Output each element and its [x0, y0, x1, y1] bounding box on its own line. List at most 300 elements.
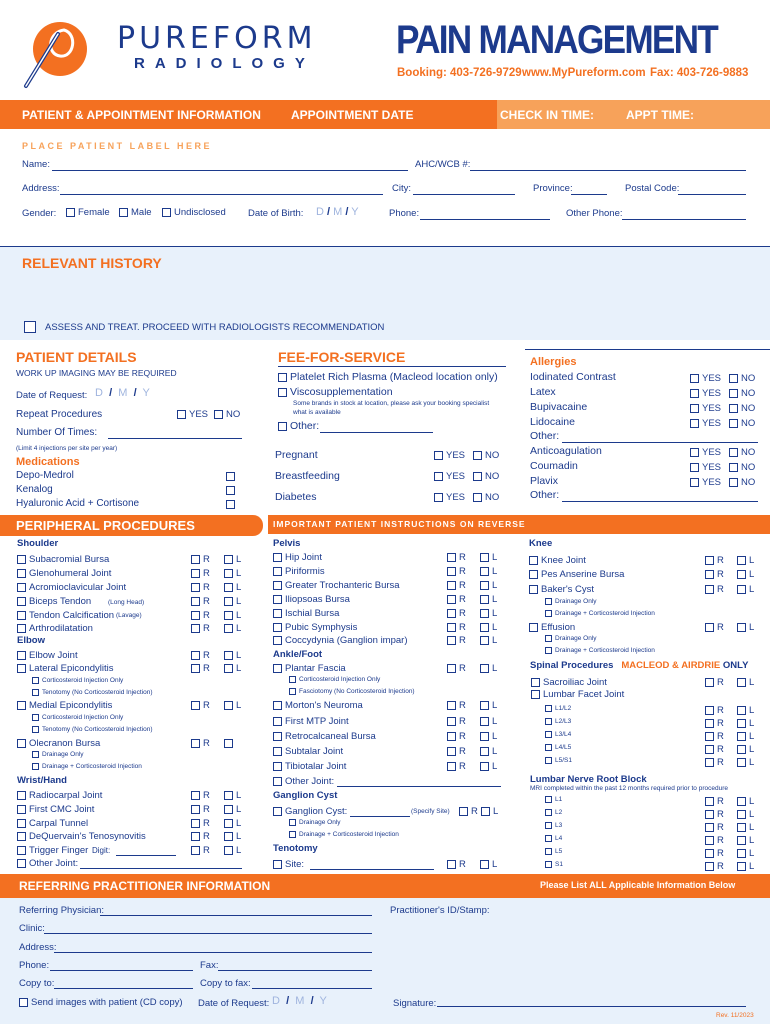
ankle-sub-checkbox[interactable] — [289, 688, 296, 695]
wrist-left-checkbox[interactable] — [224, 791, 233, 800]
knee-right-checkbox[interactable] — [705, 623, 714, 632]
shoulder-right-checkbox[interactable] — [191, 569, 200, 578]
right-label: R — [203, 700, 210, 711]
name-field[interactable] — [52, 170, 408, 171]
wrist-right-checkbox[interactable] — [191, 791, 200, 800]
elbow-item-checkbox[interactable] — [17, 701, 26, 710]
elbow-left-checkbox[interactable] — [224, 701, 233, 710]
ankle-sub-label: Corticosteroid Injection Only — [299, 676, 381, 684]
medication-checkbox[interactable] — [226, 472, 235, 481]
left-label: L — [236, 700, 242, 711]
anticoag-other-field[interactable] — [562, 501, 758, 502]
facet-level-checkbox[interactable] — [545, 731, 552, 738]
knee-sub-checkbox[interactable] — [545, 598, 552, 605]
diabetes-no-checkbox[interactable] — [473, 493, 482, 502]
shoulder-item-label: Acromioclavicular Joint — [29, 582, 127, 593]
medication-item: Kenalog — [16, 484, 53, 495]
allergy-no-label: NO — [741, 388, 756, 399]
facet-right-checkbox[interactable] — [705, 719, 714, 728]
wrist-item-checkbox[interactable] — [17, 791, 26, 800]
knee-left-checkbox[interactable] — [737, 623, 746, 632]
signature-field[interactable] — [437, 1006, 746, 1007]
repeat-no-checkbox[interactable] — [214, 410, 223, 419]
shoulder-right-checkbox[interactable] — [191, 583, 200, 592]
other-joint-field[interactable] — [80, 868, 242, 869]
allergy-yes-label: YES — [702, 388, 722, 399]
nerve-right-checkbox[interactable] — [705, 849, 714, 858]
wrist-item-checkbox[interactable] — [17, 846, 26, 855]
allergy-no-checkbox[interactable] — [729, 404, 738, 413]
allergy-no-label: NO — [741, 403, 756, 414]
right-label: R — [717, 677, 724, 688]
undisclosed-checkbox[interactable] — [162, 208, 171, 217]
elbow-right-checkbox[interactable] — [191, 701, 200, 710]
ganglion-item-label: Ganglion Cyst: — [285, 806, 348, 817]
right-label: R — [203, 650, 210, 661]
phone-field[interactable] — [420, 219, 550, 220]
knee-sub-checkbox[interactable] — [545, 635, 552, 642]
knee-right-checkbox[interactable] — [705, 585, 714, 594]
elbow-sub-checkbox[interactable] — [32, 751, 39, 758]
relevant-history-heading: RELEVANT HISTORY — [22, 255, 162, 271]
allergy-yes-checkbox[interactable] — [690, 389, 699, 398]
ref-date-label: Date of Request: — [198, 998, 270, 1009]
nerve-level-checkbox[interactable] — [545, 861, 552, 868]
allergy-yes-checkbox[interactable] — [690, 419, 699, 428]
knee-item-checkbox[interactable] — [529, 623, 538, 632]
pelvis-item-label: Coccydynia (Ganglion impar) — [285, 635, 408, 646]
copy-fax-field[interactable] — [252, 988, 372, 989]
ankle-left-checkbox[interactable] — [480, 664, 489, 673]
wrist-item-label: Trigger Finger — [29, 845, 89, 856]
diabetes-yes-checkbox[interactable] — [434, 493, 443, 502]
shoulder-left-checkbox[interactable] — [224, 583, 233, 592]
postal-field[interactable] — [678, 194, 746, 195]
knee-left-checkbox[interactable] — [737, 570, 746, 579]
pelvis-item-checkbox[interactable] — [273, 595, 282, 604]
elbow-sub-label: Drainage + Corticosteroid Injection — [42, 763, 142, 771]
allergy-no-label: NO — [741, 373, 756, 384]
ref-date-field[interactable]: D / M / Y — [272, 995, 327, 1007]
shoulder-item-label: Glenohumeral Joint — [29, 568, 112, 579]
breastfeeding-no-checkbox[interactable] — [473, 472, 482, 481]
ankle-item-checkbox[interactable] — [273, 717, 282, 726]
assess-checkbox[interactable] — [24, 321, 36, 333]
left-label: L — [236, 663, 242, 674]
left-label: L — [492, 608, 498, 619]
wrist-left-checkbox[interactable] — [224, 805, 233, 814]
right-label: R — [717, 705, 724, 716]
nerve-right-checkbox[interactable] — [705, 862, 714, 871]
facet-right-checkbox[interactable] — [705, 732, 714, 741]
nerve-left-checkbox[interactable] — [737, 797, 746, 806]
pelvis-right-checkbox[interactable] — [447, 636, 456, 645]
ankle-sub-checkbox[interactable] — [289, 676, 296, 683]
fee-for-service-heading: FEE-FOR-SERVICE — [278, 349, 406, 365]
diabetes-label: Diabetes — [275, 491, 317, 503]
pelvis-item-label: Piriformis — [285, 566, 325, 577]
left-label: L — [236, 554, 242, 565]
facet-level-checkbox[interactable] — [545, 744, 552, 751]
knee-right-checkbox[interactable] — [705, 556, 714, 565]
facet-left-checkbox[interactable] — [737, 706, 746, 715]
address-field[interactable] — [60, 194, 383, 195]
right-label: R — [459, 859, 466, 870]
pelvis-right-checkbox[interactable] — [447, 567, 456, 576]
fee-other-checkbox[interactable] — [278, 422, 287, 431]
shoulder-item-checkbox[interactable] — [17, 569, 26, 578]
nerve-left-checkbox[interactable] — [737, 810, 746, 819]
elbow-sub-label: Tenotomy (No Corticosteroid Injection) — [42, 689, 153, 697]
ankle-left-checkbox[interactable] — [480, 732, 489, 741]
nerve-root-heading: Lumbar Nerve Root Block — [530, 774, 647, 785]
elbow-item-checkbox[interactable] — [17, 651, 26, 660]
tenotomy-site-label: Site: — [285, 859, 305, 870]
fee-other-field[interactable] — [320, 432, 433, 433]
ankle-left-checkbox[interactable] — [480, 701, 489, 710]
right-label: R — [717, 822, 724, 833]
shoulder-item-checkbox[interactable] — [17, 555, 26, 564]
allergy-yes-label: YES — [702, 403, 722, 414]
allergy-no-checkbox[interactable] — [729, 374, 738, 383]
allergy-no-checkbox[interactable] — [729, 389, 738, 398]
fee-underline — [278, 366, 506, 367]
ref-phone-field[interactable] — [50, 970, 193, 971]
ankle-item-checkbox[interactable] — [273, 747, 282, 756]
ankle-right-checkbox[interactable] — [447, 717, 456, 726]
right-label: R — [203, 831, 210, 842]
breastfeeding-label: Breastfeeding — [275, 470, 340, 482]
nerve-right-checkbox[interactable] — [705, 810, 714, 819]
ankle-item-checkbox[interactable] — [273, 701, 282, 710]
dob-field[interactable]: D / M / Y — [316, 206, 359, 218]
elbow-right-checkbox[interactable] — [191, 664, 200, 673]
knee-right-checkbox[interactable] — [705, 570, 714, 579]
elbow-item-label: Olecranon Bursa — [29, 738, 101, 749]
visco-checkbox[interactable] — [278, 388, 287, 397]
right-label: R — [459, 731, 466, 742]
pelvis-item-checkbox[interactable] — [273, 636, 282, 645]
workup-note: WORK UP IMAGING MAY BE REQUIRED — [16, 368, 177, 378]
ankle-right-checkbox[interactable] — [447, 762, 456, 771]
left-label: L — [749, 677, 755, 688]
right-label: R — [717, 757, 724, 768]
left-label: L — [236, 818, 242, 829]
nerve-left-checkbox[interactable] — [737, 849, 746, 858]
shoulder-right-checkbox[interactable] — [191, 611, 200, 620]
elbow-right-checkbox[interactable] — [191, 739, 200, 748]
elbow-sub-label: Tenotomy (No Corticosteroid Injection) — [42, 726, 153, 734]
wrist-left-checkbox[interactable] — [224, 846, 233, 855]
spinal-item-checkbox[interactable] — [531, 678, 540, 687]
diabetes-no-label: NO — [485, 492, 500, 503]
pelvis-right-checkbox[interactable] — [447, 553, 456, 562]
nerve-left-checkbox[interactable] — [737, 862, 746, 871]
shoulder-item-checkbox[interactable] — [17, 583, 26, 592]
send-images-checkbox[interactable] — [19, 998, 28, 1007]
nerve-level-checkbox[interactable] — [545, 809, 552, 816]
pelvis-item-checkbox[interactable] — [273, 553, 282, 562]
province-field[interactable] — [571, 194, 607, 195]
tenotomy-site-field[interactable] — [310, 869, 434, 870]
facet-right-checkbox[interactable] — [705, 706, 714, 715]
shoulder-item-label: Arthrodilatation — [29, 623, 93, 634]
num-times-field[interactable] — [108, 438, 242, 439]
spinal-item-checkbox[interactable] — [531, 690, 540, 699]
city-field[interactable] — [413, 194, 515, 195]
pelvis-left-checkbox[interactable] — [480, 636, 489, 645]
nerve-right-checkbox[interactable] — [705, 823, 714, 832]
ankle-item-label: First MTP Joint — [285, 716, 349, 727]
nerve-level-checkbox[interactable] — [545, 822, 552, 829]
nerve-level-label: L1 — [555, 796, 563, 804]
ganglion-site-field[interactable] — [350, 816, 410, 817]
tenotomy-site-checkbox[interactable] — [273, 860, 282, 869]
anticoagulant-no-checkbox[interactable] — [729, 478, 738, 487]
pelvis-left-checkbox[interactable] — [480, 553, 489, 562]
elbow-item-checkbox[interactable] — [17, 664, 26, 673]
pelvis-right-checkbox[interactable] — [447, 595, 456, 604]
pelvis-item-checkbox[interactable] — [273, 609, 282, 618]
anticoagulant-yes-checkbox[interactable] — [690, 478, 699, 487]
ganglion-item-checkbox[interactable] — [273, 807, 282, 816]
digit-field[interactable] — [116, 855, 176, 856]
facet-level-checkbox[interactable] — [545, 718, 552, 725]
left-label: L — [492, 731, 498, 742]
signature-label: Signature: — [393, 998, 437, 1009]
tenotomy-right-checkbox[interactable] — [447, 860, 456, 869]
wrist-item-checkbox[interactable] — [17, 819, 26, 828]
elbow-sub-checkbox[interactable] — [32, 689, 39, 696]
pelvis-left-checkbox[interactable] — [480, 567, 489, 576]
medications-heading: Medications — [16, 456, 80, 468]
pelvis-item-label: Iliopsoas Bursa — [285, 594, 350, 605]
elbow-sub-checkbox[interactable] — [32, 714, 39, 721]
pelvis-right-checkbox[interactable] — [447, 609, 456, 618]
wrist-right-checkbox[interactable] — [191, 805, 200, 814]
pelvis-left-checkbox[interactable] — [480, 623, 489, 632]
pelvis-left-checkbox[interactable] — [480, 595, 489, 604]
knee-left-checkbox[interactable] — [737, 585, 746, 594]
nerve-right-checkbox[interactable] — [705, 797, 714, 806]
nerve-right-checkbox[interactable] — [705, 836, 714, 845]
ankle-right-checkbox[interactable] — [447, 732, 456, 741]
facet-level-label: L4/L5 — [555, 744, 572, 752]
facet-level-checkbox[interactable] — [545, 705, 552, 712]
pelvis-left-checkbox[interactable] — [480, 609, 489, 618]
ankle-item-checkbox[interactable] — [273, 777, 282, 786]
facet-left-checkbox[interactable] — [737, 745, 746, 754]
knee-sub-label: Drainage Only — [555, 598, 597, 606]
left-label: L — [492, 700, 498, 711]
right-label: R — [459, 566, 466, 577]
wrist-item-checkbox[interactable] — [17, 832, 26, 841]
elbow-right-checkbox[interactable] — [191, 651, 200, 660]
right-label: R — [471, 806, 478, 817]
spinal-left-checkbox[interactable] — [737, 678, 746, 687]
biceps-note: (Long Head) — [108, 599, 145, 606]
prp-checkbox[interactable] — [278, 373, 287, 382]
left-label: L — [749, 622, 755, 633]
anticoagulant-no-checkbox[interactable] — [729, 463, 738, 472]
male-label: Male — [131, 207, 152, 218]
allergy-no-checkbox[interactable] — [729, 419, 738, 428]
ganglion-right-checkbox[interactable] — [459, 807, 468, 816]
facet-right-checkbox[interactable] — [705, 745, 714, 754]
male-checkbox[interactable] — [119, 208, 128, 217]
ankle-right-checkbox[interactable] — [447, 747, 456, 756]
province-label: Province: — [533, 183, 573, 194]
ankle-other-field[interactable] — [337, 786, 501, 787]
pelvis-item-checkbox[interactable] — [273, 567, 282, 576]
knee-item-checkbox[interactable] — [529, 585, 538, 594]
knee-item-checkbox[interactable] — [529, 556, 538, 565]
shoulder-left-checkbox[interactable] — [224, 611, 233, 620]
allergies-heading: Allergies — [530, 356, 577, 368]
elbow-left-checkbox[interactable] — [224, 739, 233, 748]
facet-left-checkbox[interactable] — [737, 719, 746, 728]
knee-sub-checkbox[interactable] — [545, 610, 552, 617]
ankle-item-checkbox[interactable] — [273, 732, 282, 741]
pregnant-yes-checkbox[interactable] — [434, 451, 443, 460]
assess-label: ASSESS AND TREAT. PROCEED WITH RADIOLOGISTS RECOMMENDATION — [45, 321, 385, 333]
wrist-right-checkbox[interactable] — [191, 832, 200, 841]
pelvis-item-checkbox[interactable] — [273, 623, 282, 632]
medication-checkbox[interactable] — [226, 500, 235, 509]
ankle-left-checkbox[interactable] — [480, 747, 489, 756]
elbow-left-checkbox[interactable] — [224, 664, 233, 673]
ref-address-field[interactable] — [54, 952, 372, 953]
repeat-label: Repeat Procedures — [16, 409, 103, 420]
ganglion-sub-checkbox[interactable] — [289, 831, 296, 838]
shoulder-left-checkbox[interactable] — [224, 555, 233, 564]
knee-sub-checkbox[interactable] — [545, 647, 552, 654]
anticoagulant-yes-checkbox[interactable] — [690, 463, 699, 472]
shoulder-item-checkbox[interactable] — [17, 624, 26, 633]
knee-left-checkbox[interactable] — [737, 556, 746, 565]
female-checkbox[interactable] — [66, 208, 75, 217]
fax-number: Fax: 403-726-9883 — [650, 67, 749, 79]
elbow-left-checkbox[interactable] — [224, 651, 233, 660]
other-phone-field[interactable] — [622, 219, 746, 220]
limit-note: (Limit 4 injections per site per year) — [16, 445, 118, 452]
facet-level-checkbox[interactable] — [545, 757, 552, 764]
shoulder-right-checkbox[interactable] — [191, 597, 200, 606]
spinal-right-checkbox[interactable] — [705, 678, 714, 687]
date-request-field[interactable]: D / M / Y — [95, 387, 150, 399]
left-label: L — [749, 757, 755, 768]
nerve-level-checkbox[interactable] — [545, 796, 552, 803]
shoulder-item-checkbox[interactable] — [17, 611, 26, 620]
right-label: R — [203, 582, 210, 593]
allergy-yes-checkbox[interactable] — [690, 404, 699, 413]
knee-item-checkbox[interactable] — [529, 570, 538, 579]
ankle-right-checkbox[interactable] — [447, 701, 456, 710]
physician-field[interactable] — [100, 915, 372, 916]
ankle-item-checkbox[interactable] — [273, 664, 282, 673]
pelvis-item-checkbox[interactable] — [273, 581, 282, 590]
elbow-sub-checkbox[interactable] — [32, 726, 39, 733]
nerve-level-checkbox[interactable] — [545, 835, 552, 842]
facet-left-checkbox[interactable] — [737, 758, 746, 767]
pregnant-no-checkbox[interactable] — [473, 451, 482, 460]
allergy-other-field[interactable] — [562, 442, 758, 443]
ankle-left-checkbox[interactable] — [480, 762, 489, 771]
undisclosed-label: Undisclosed — [174, 207, 226, 218]
shoulder-left-checkbox[interactable] — [224, 597, 233, 606]
wrist-right-checkbox[interactable] — [191, 846, 200, 855]
ankle-left-checkbox[interactable] — [480, 717, 489, 726]
gender-label: Gender: — [22, 208, 57, 219]
allergy-yes-checkbox[interactable] — [690, 374, 699, 383]
right-label: R — [203, 610, 210, 621]
elbow-sub-checkbox[interactable] — [32, 763, 39, 770]
shoulder-left-checkbox[interactable] — [224, 624, 233, 633]
shoulder-item-checkbox[interactable] — [17, 597, 26, 606]
copy-to-field[interactable] — [54, 988, 193, 989]
pelvis-left-checkbox[interactable] — [480, 581, 489, 590]
ganglion-left-checkbox[interactable] — [481, 807, 490, 816]
facet-left-checkbox[interactable] — [737, 732, 746, 741]
shoulder-right-checkbox[interactable] — [191, 555, 200, 564]
elbow-sub-checkbox[interactable] — [32, 677, 39, 684]
allergy-item: Bupivacaine — [530, 401, 588, 413]
pelvis-item-label: Hip Joint — [285, 552, 322, 563]
left-label: L — [492, 580, 498, 591]
ahc-field[interactable] — [470, 170, 746, 171]
right-label: R — [459, 716, 466, 727]
ankle-right-checkbox[interactable] — [447, 664, 456, 673]
nerve-level-label: L3 — [555, 822, 563, 830]
nerve-level-checkbox[interactable] — [545, 848, 552, 855]
clinic-field[interactable] — [44, 933, 372, 934]
facet-level-label: L3/L4 — [555, 731, 572, 739]
wrist-item-checkbox[interactable] — [17, 859, 26, 868]
breastfeeding-yes-checkbox[interactable] — [434, 472, 443, 481]
elbow-item-checkbox[interactable] — [17, 739, 26, 748]
repeat-no-label: NO — [226, 409, 241, 420]
anticoagulant-no-checkbox[interactable] — [729, 448, 738, 457]
wrist-item-checkbox[interactable] — [17, 805, 26, 814]
ref-fax-field[interactable] — [218, 970, 372, 971]
repeat-yes-checkbox[interactable] — [177, 410, 186, 419]
knee-item-label: Pes Anserine Bursa — [541, 569, 625, 580]
medication-checkbox[interactable] — [226, 486, 235, 495]
ankle-item-checkbox[interactable] — [273, 762, 282, 771]
anticoagulant-yes-checkbox[interactable] — [690, 448, 699, 457]
wrist-left-checkbox[interactable] — [224, 819, 233, 828]
left-label: L — [492, 746, 498, 757]
nerve-left-checkbox[interactable] — [737, 836, 746, 845]
pelvis-right-checkbox[interactable] — [447, 581, 456, 590]
wrist-right-checkbox[interactable] — [191, 819, 200, 828]
shoulder-left-checkbox[interactable] — [224, 569, 233, 578]
clinic-label: Clinic: — [19, 923, 45, 934]
facet-right-checkbox[interactable] — [705, 758, 714, 767]
right-label: R — [203, 663, 210, 674]
nerve-left-checkbox[interactable] — [737, 823, 746, 832]
shoulder-right-checkbox[interactable] — [191, 624, 200, 633]
left-label: L — [749, 555, 755, 566]
tenotomy-left-checkbox[interactable] — [480, 860, 489, 869]
wrist-left-checkbox[interactable] — [224, 832, 233, 841]
pureform-logo — [18, 14, 88, 89]
ganglion-sub-checkbox[interactable] — [289, 819, 296, 826]
name-label: Name: — [22, 159, 50, 170]
pelvis-right-checkbox[interactable] — [447, 623, 456, 632]
left-label: L — [749, 796, 755, 807]
shoulder-item-label: Biceps Tendon — [29, 596, 92, 607]
